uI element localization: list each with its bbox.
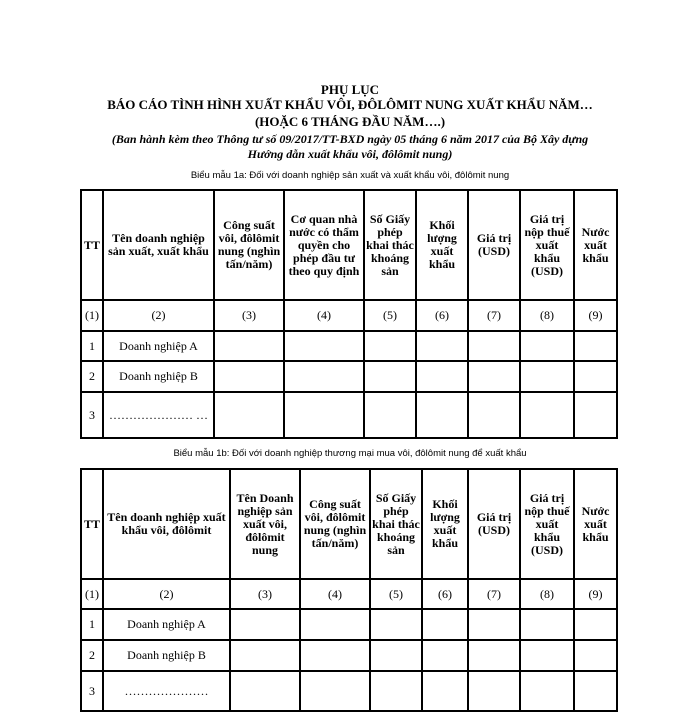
empty-cell [370,640,422,671]
form-a-header-row [81,190,617,300]
report-title: BÁO CÁO TÌNH HÌNH XUẤT KHẨU VÔI, ĐÔLÔMIT NUNG XUẤT KHẨU NĂM… [107,97,593,112]
empty-cell [214,331,284,361]
empty-cell [520,331,574,361]
empty-cell [284,361,364,392]
company-name: Doanh nghiệp B [103,361,214,392]
empty-cell [468,361,520,392]
table-row [81,640,617,671]
company-name: Doanh nghiệp A [103,609,230,640]
empty-cell [230,671,300,711]
company-name: Doanh nghiệp B [103,640,230,671]
form-b-header-cell: Tên Doanh nghiệp sản xuất vôi, đôlômit nung [230,469,300,579]
form-a-caption: Biểu mẫu 1a: Đối với doanh nghiệp sản xuất và xuất khẩu vôi, đôlômit nung [190,170,510,181]
index-cell: (1) [81,579,103,609]
form-b-header-cell: Giá trị nộp thuế xuất khẩu (USD) [520,469,574,579]
empty-cell [574,392,617,438]
form-b-index-row [81,579,617,609]
empty-cell [574,671,617,711]
form-a-header-cell: Số Giấy phép khai thác khoáng sản [364,190,416,300]
index-cell: (7) [468,300,520,331]
index-cell: (5) [364,300,416,331]
index-cell: (4) [284,300,364,331]
empty-cell [370,671,422,711]
empty-cell [416,331,468,361]
empty-cell [520,671,574,711]
form-a-header-cell: Tên doanh nghiệp sản xuất, xuất khẩu [103,190,214,300]
company-name: ………………… … [103,392,214,438]
empty-cell [300,609,370,640]
form-b-caption: Biểu mẫu 1b: Đối với doanh nghiệp thương mại mua vôi, đôlômit nung để xuất khẩu [173,448,527,459]
index-cell: (1) [81,300,103,331]
issuance-note-line2: Hướng dẫn xuất khẩu vôi, đôlômit nung) [247,147,453,161]
form-b-header-cell: Khối lượng xuất khẩu [422,469,468,579]
empty-cell [468,331,520,361]
empty-cell [574,361,617,392]
empty-cell [468,671,520,711]
form-a-header-cell: Cơ quan nhà nước có thẩm quyền cho phép đầu tư theo quy định [284,190,364,300]
form-a-table [80,189,618,439]
index-cell: (3) [214,300,284,331]
empty-cell [422,671,468,711]
empty-cell [230,609,300,640]
index-cell: (2) [103,300,214,331]
index-cell: (6) [422,579,468,609]
form-b-header-cell: Giá trị (USD) [468,469,520,579]
index-cell: (6) [416,300,468,331]
form-b-header-cell: Số Giấy phép khai thác khoáng sản [370,469,422,579]
company-name: Doanh nghiệp A [103,331,214,361]
empty-cell [468,640,520,671]
form-b-header-cell: Công suất vôi, đôlômit nung (nghìn tấn/năm) [300,469,370,579]
empty-cell [520,609,574,640]
form-a-header-cell: Khối lượng xuất khẩu [416,190,468,300]
empty-cell [364,331,416,361]
empty-cell [300,671,370,711]
index-cell: (3) [230,579,300,609]
empty-cell [520,392,574,438]
form-a-header-cell: Nước xuất khẩu [574,190,617,300]
index-cell: (7) [468,579,520,609]
empty-cell [416,361,468,392]
form-b-header-cell: Tên doanh nghiệp xuất khẩu vôi, đôlômit [103,469,230,579]
index-cell: (2) [103,579,230,609]
row-number: 3 [81,392,103,438]
table-row [81,671,617,711]
empty-cell [422,640,468,671]
empty-cell [574,609,617,640]
form-a-header-cell: Công suất vôi, đôlômit nung (nghìn tấn/năm) [214,190,284,300]
empty-cell [574,331,617,361]
index-cell: (8) [520,300,574,331]
index-cell: (9) [574,300,617,331]
form-a-header-cell: TT [81,190,103,300]
form-b-header-cell: Nước xuất khẩu [574,469,617,579]
row-number: 3 [81,671,103,711]
empty-cell [230,640,300,671]
table-row [81,361,617,392]
row-number: 1 [81,331,103,361]
row-number: 2 [81,361,103,392]
empty-cell [468,609,520,640]
empty-cell [574,640,617,671]
table-row [81,392,617,438]
table-row [81,609,617,640]
empty-cell [214,361,284,392]
page-title: PHỤ LỤC [320,82,380,97]
table-row [81,331,617,361]
empty-cell [422,609,468,640]
empty-cell [214,392,284,438]
empty-cell [284,392,364,438]
form-a-index-row [81,300,617,331]
empty-cell [520,361,574,392]
form-b-table [80,468,618,712]
empty-cell [520,640,574,671]
empty-cell [370,609,422,640]
empty-cell [284,331,364,361]
empty-cell [416,392,468,438]
index-cell: (4) [300,579,370,609]
index-cell: (9) [574,579,617,609]
form-b-header-row [81,469,617,579]
form-b-header-cell: TT [81,469,103,579]
company-name: ………………… [103,671,230,711]
issuance-note-line1: (Ban hành kèm theo Thông tư số 09/2017/TT-BXD ngày 05 tháng 6 năm 2017 của Bộ Xây dựng [111,132,589,146]
empty-cell [364,361,416,392]
form-a-header-cell: Giá trị (USD) [468,190,520,300]
index-cell: (8) [520,579,574,609]
report-period: (HOẶC 6 THÁNG ĐẦU NĂM….) [254,114,446,129]
empty-cell [468,392,520,438]
row-number: 1 [81,609,103,640]
empty-cell [364,392,416,438]
row-number: 2 [81,640,103,671]
empty-cell [300,640,370,671]
form-a-header-cell: Giá trị nộp thuế xuất khẩu (USD) [520,190,574,300]
index-cell: (5) [370,579,422,609]
